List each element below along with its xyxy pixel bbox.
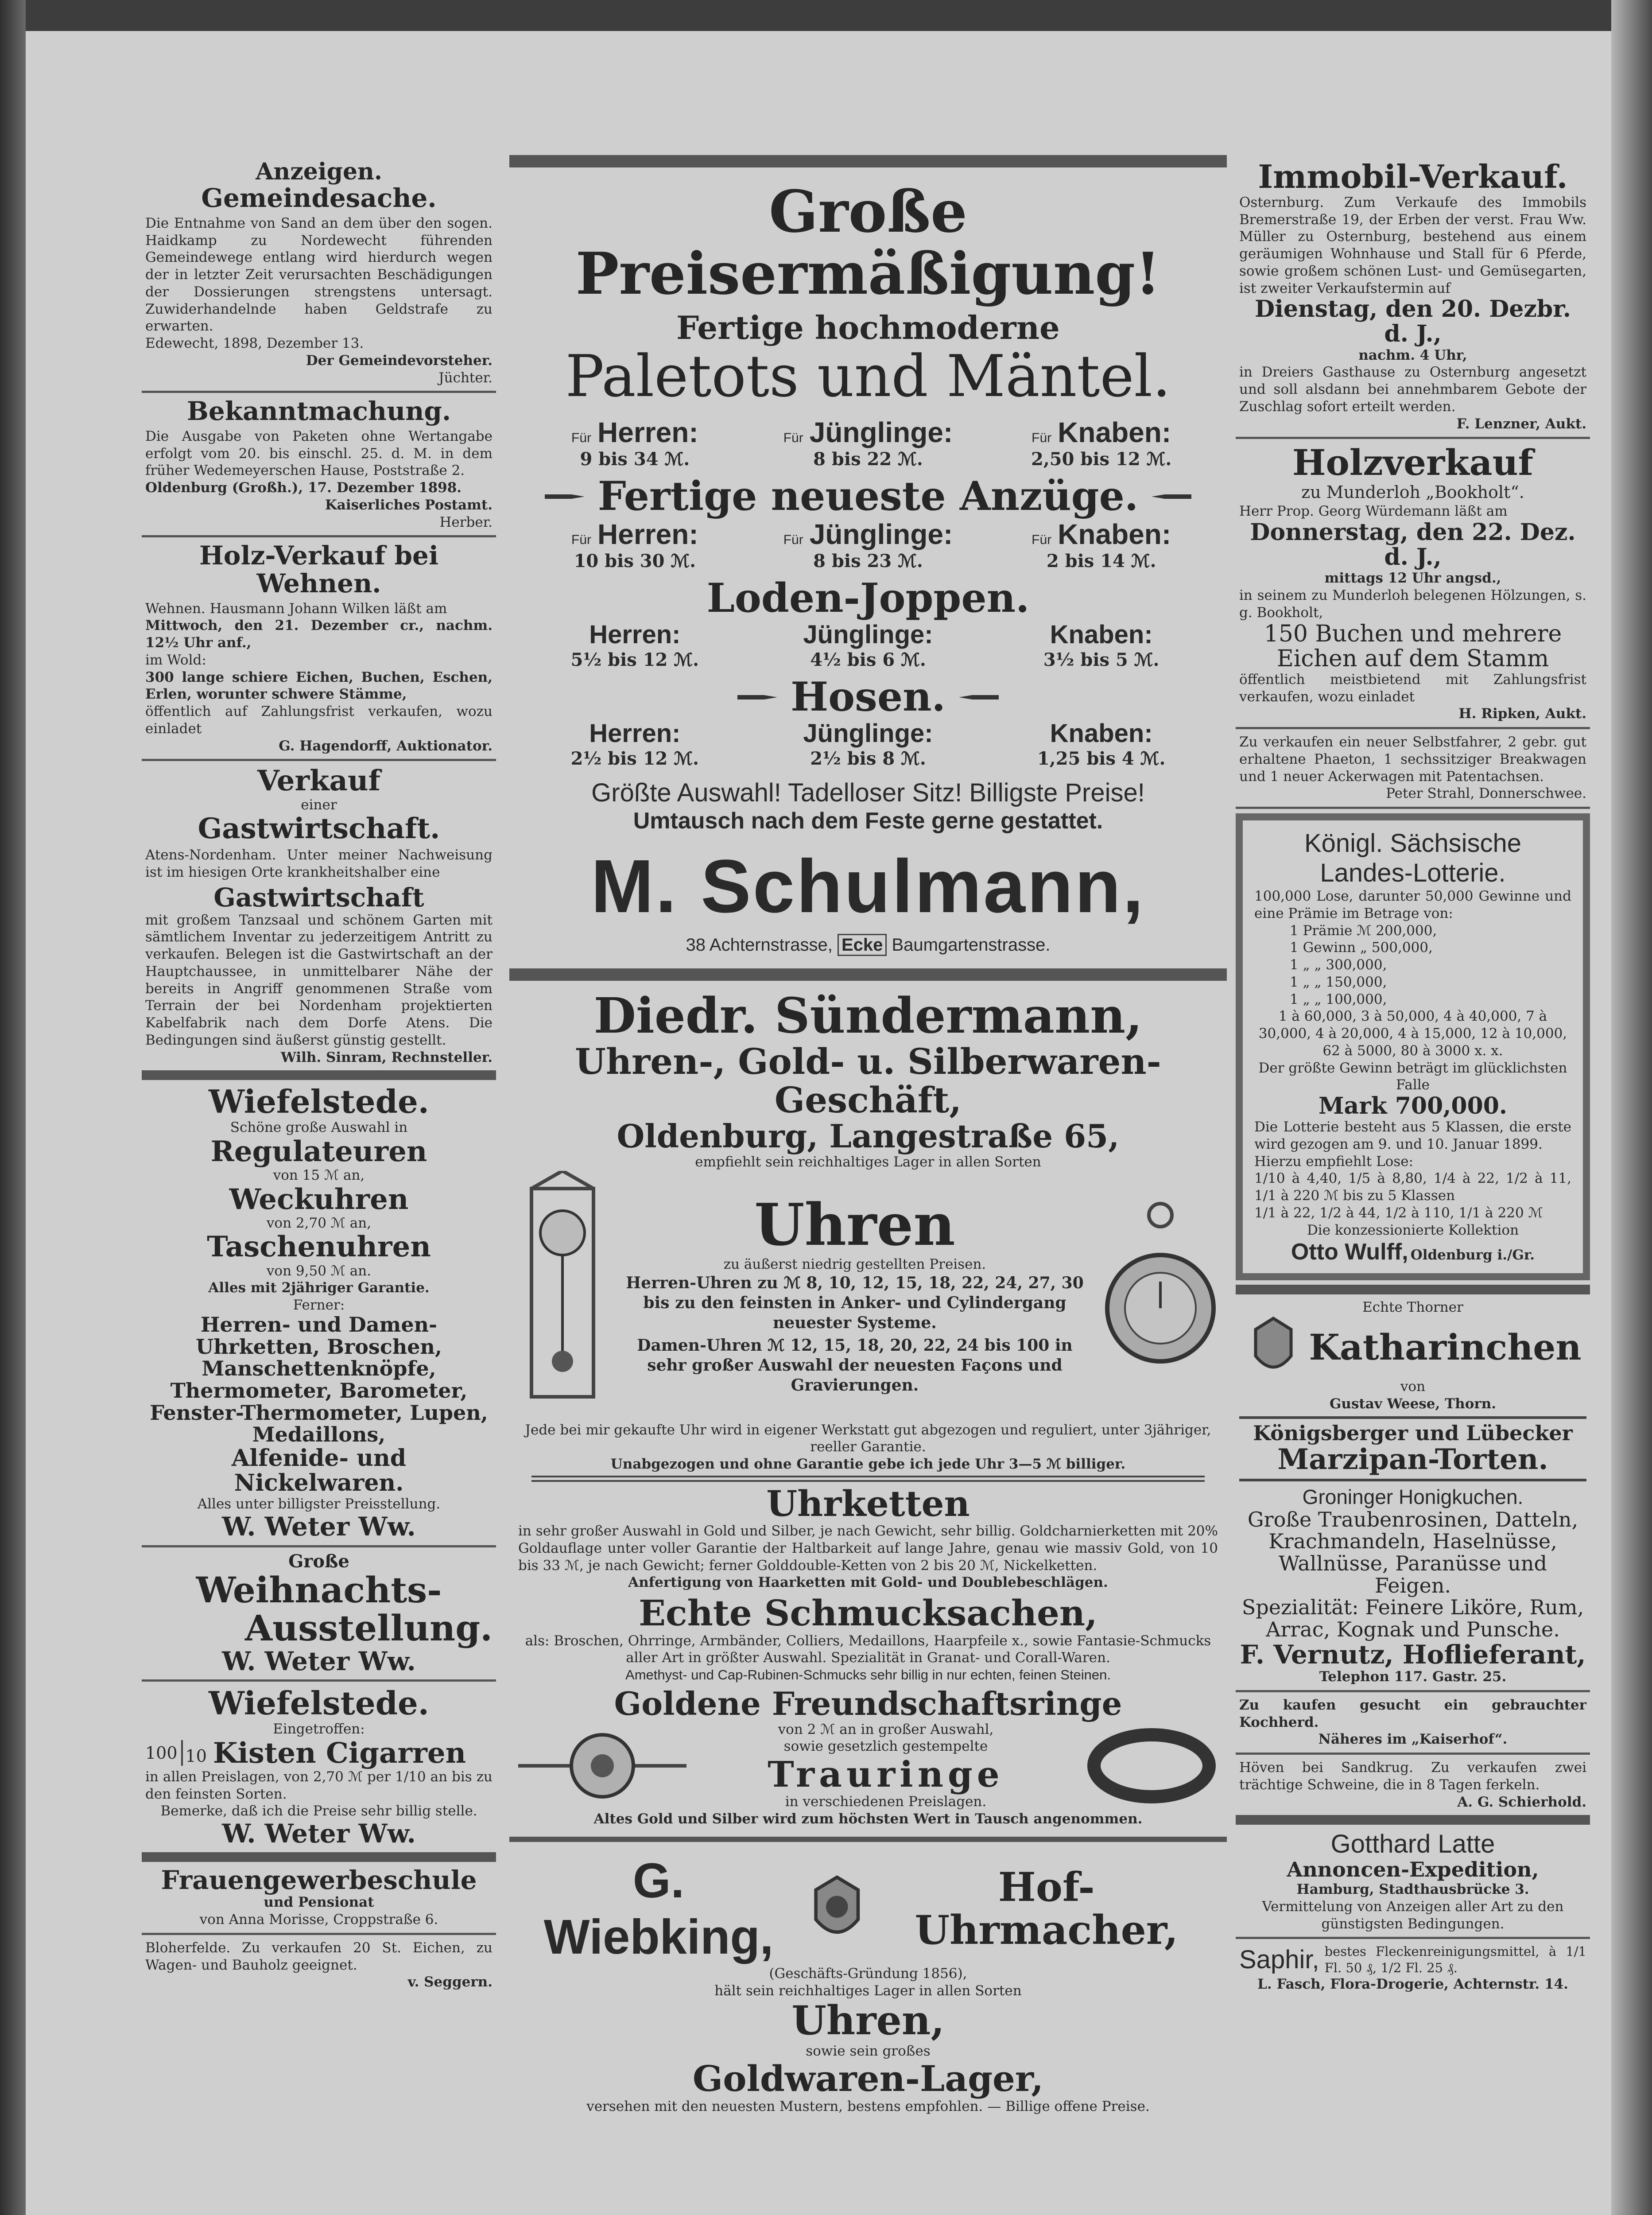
right-column: [1236, 155, 1590, 1997]
ad-body-4: Hierzu empfiehlt Lose:: [1254, 1153, 1414, 1170]
price-juenglinge: 2½ bis 8 ℳ.: [810, 748, 926, 769]
label-knaben: Knaben:: [1050, 620, 1153, 649]
damen-uhren: Damen-Uhren ℳ 12, 15, 18, 20, 22, 24 bis 100 in sehr großer Auswahl der neuesten Façons und Gravierungen.: [637, 1336, 1073, 1395]
pointing-hand-icon: [959, 691, 999, 704]
number-100: 100: [145, 1743, 178, 1763]
ad-title-2: Ausstellung.: [244, 1607, 492, 1649]
saphir-row: [1239, 1943, 1586, 1976]
ring-icon: [1085, 1721, 1218, 1810]
ad-bekanntmachung: [142, 391, 496, 535]
ad-line: sowie sein großes: [806, 2043, 931, 2059]
ad-body-6: Amethyst- und Cap-Rubinen-Schmucks sehr billig in nur echten, feinen Steinen.: [625, 1667, 1111, 1683]
ad-gotthard-latte: [1236, 1815, 1590, 1937]
prize-row: 1 „ „ 100,000,: [1290, 991, 1387, 1007]
ad-body-5: Die konzessionierte Kollektion: [1307, 1222, 1519, 1238]
ad-intro: Herr Prop. Georg Würdemann läßt am: [1239, 503, 1508, 520]
pointing-hand-icon: [545, 490, 585, 503]
ad-body: öffentlich auf Zahlungsfrist verkaufen, wozu einladet: [145, 703, 492, 737]
prize-row: 1 „ „ 300,000,: [1290, 957, 1387, 973]
label-juenglinge: Für Jünglinge:: [783, 416, 953, 448]
price-row-hosen-labels: [518, 719, 1218, 748]
ad-verkauf-gastwirtschaft: [142, 759, 496, 1070]
ad-line: Altes Gold und Silber wird zum höchsten Wert in Tausch angenommen.: [593, 1811, 1143, 1827]
ad-line: Bemerke, daß ich die Preise sehr billig stelle.: [160, 1803, 477, 1819]
ad-title-2: Gastwirtschaft.: [198, 812, 440, 846]
label-herren: Herren:: [589, 719, 681, 748]
prize-row: 1 Prämie ℳ 200,000,: [1290, 922, 1437, 939]
ad-body: bestes Fleckenreinigungsmittel, à 1/1 Fl. 50 ₰, 1/2 Fl. 25 ₰.: [1324, 1944, 1586, 1975]
ad-body: Die Entnahme von Sand an dem über den sogen. Haidkamp zu Nordewecht führenden Gemeindewege entlang wird hierdurch wegen der in letzter Zeit verursachten Beschädigungen der Dossierungen strengstens untersagt. Zuwiderhandelnde haben Geldstrafe zu erwarten.: [145, 215, 492, 334]
ad-wiefelstede-uhren: [142, 1070, 496, 1545]
price-row-anzuege: [518, 551, 1218, 571]
anzuege-heading-row: [518, 472, 1218, 520]
label-juenglinge: Jünglinge:: [803, 719, 933, 748]
price-herren: 9 bis 34 ℳ.: [580, 448, 690, 470]
ad-suendermann: [509, 981, 1227, 1837]
ad-name: Jüchter.: [438, 369, 492, 386]
page-shadow-left: [0, 0, 26, 2215]
ad-time: nachm. 4 Uhr,: [1358, 347, 1467, 363]
ad-sub: und Pensionat: [264, 1894, 374, 1911]
ad-holzverkauf: [1236, 437, 1590, 727]
ad-sub: von: [1400, 1379, 1426, 1395]
price-row-anzuege-labels: [518, 518, 1218, 551]
ad-heading: Uhrketten: [766, 1482, 970, 1524]
price-herren: 5½ bis 12 ℳ.: [570, 649, 699, 671]
ad-line: von 9,50 ℳ an.: [266, 1263, 372, 1279]
ad-line: in verschiedenen Preislagen.: [785, 1794, 987, 1810]
ad-body-2: Näheres im „Kaiserhof“.: [1318, 1731, 1508, 1748]
shop-name: M. Schulmann,: [591, 844, 1145, 929]
price-row-joppen: [518, 649, 1218, 670]
ad-body: Osternburg. Zum Verkaufe des Immobils Bremerstraße 19, der Erben der verst. Frau Ww. Müller zu Osternburg, bestehend aus einem geräumigen Wohnhause und Stall für 6 Pferde, sowie großem schönen Lust- und Gemüsegarten, ist zweiter Verkaufstermin auf: [1239, 194, 1586, 296]
price-row-joppen-labels: [518, 620, 1218, 649]
ad-title: Immobil-Verkauf.: [1258, 158, 1568, 195]
ad-name: Wilh. Sinram, Rechnsteller.: [281, 1049, 492, 1065]
trauringe-block: [518, 1721, 1218, 1811]
ad-wiebking: [509, 1837, 1227, 2126]
price-knaben: 1,25 bis 4 ℳ.: [1037, 748, 1166, 769]
ad-body-2: Der größte Gewinn beträgt im glücklichsten Falle: [1258, 1060, 1567, 1093]
ad-name: F. Lenzner, Aukt.: [1456, 416, 1586, 432]
coat-of-arms-icon: [1245, 1316, 1302, 1378]
ad-prices-2: 1/1 à 22, 1/2 à 44, 1/2 à 110, 1/1 à 220 ℳ: [1254, 1205, 1543, 1221]
price-knaben: 2 bis 14 ℳ.: [1046, 551, 1156, 572]
ad-title: Verkauf: [257, 764, 381, 798]
ad-body: mit großem Tanzsaal und schönem Garten mit sämtlichem Inventar zu jederzeitigem Antritt zu verkaufen. Belegen ist die Gastwirtschaft an der Hauptchaussee, in unmittelbarer Nähe der bereits in Angriff genommenen Straße vom Terrain der bei Nordenham projektierten Kabelfabrik nach dem Dorfe Atens. Die Bedingungen sind äußerst günstig gestellt.: [145, 912, 492, 1048]
ad-frauengewerbeschule: [142, 1852, 496, 1933]
ad-place: im Wold:: [145, 652, 206, 668]
ad-heading: Taschenuhren: [207, 1230, 431, 1264]
ad-name: Peter Strahl, Donnerschwee.: [1386, 785, 1586, 802]
ad-heading: Uhren: [754, 1190, 955, 1259]
price-knaben: 2,50 bis 12 ℳ.: [1031, 448, 1172, 470]
ad-body: Jede bei mir gekaufte Uhr wird in eigener Werkstatt gut abgezogen und reguliert, unter 3jähriger, reeller Garantie.: [525, 1422, 1211, 1455]
ad-body: Bloherfelde. Zu verkaufen 20 St. Eichen, zu Wagen- und Bauholz geeignet.: [145, 1939, 492, 1973]
ad-line: zu äußerst niedrig gestellten Preisen.: [723, 1256, 986, 1273]
ad-schulmann: [509, 155, 1227, 981]
ad-line: Alles unter billigster Preisstellung.: [197, 1496, 441, 1512]
ad-name: W. Weter Ww.: [222, 1819, 416, 1849]
shop-name: G. Wiebking,: [543, 1853, 774, 1964]
price-knaben: 3½ bis 5 ℳ.: [1043, 649, 1160, 671]
ad-sub: Annoncen-Expedition,: [1287, 1857, 1539, 1882]
ad-items: 150 Buchen und mehrere Eichen auf dem Stamm: [1264, 620, 1562, 672]
left-column: [142, 155, 496, 1995]
ad-sub: Fertige hochmoderne: [676, 308, 1060, 346]
shop-name: F. Vernutz, Hoflieferant,: [1240, 1639, 1586, 1670]
prize-row: 1 Gewinn „ 500,000,: [1290, 940, 1433, 956]
rule: [1239, 1479, 1586, 1481]
coat-of-arms-icon: [799, 1871, 875, 1947]
ad-selbstfahrer: [1236, 727, 1590, 807]
ad-title: Bekanntmachung.: [186, 396, 451, 427]
ad-name: G. Hagendorff, Auktionator.: [279, 738, 492, 754]
ad-body: in seinem zu Munderloh belegenen Hölzungen, s. g. Bookholt,: [1239, 587, 1586, 621]
price-juenglinge: 8 bis 22 ℳ.: [813, 448, 923, 470]
ad-title: Frauengewerbeschule: [161, 1865, 477, 1895]
ad-body: 100,000 Lose, darunter 50,000 Gewinne und eine Prämie im Betrage von:: [1254, 888, 1571, 921]
ad-weihnachts-ausstellung: [142, 1545, 496, 1680]
ad-title: Wiefelstede.: [209, 1083, 429, 1121]
label-knaben: Knaben:: [1050, 719, 1153, 748]
number-10: 10: [181, 1740, 209, 1766]
collector-name: Otto Wulff,: [1291, 1239, 1408, 1265]
ad-name: W. Weter Ww.: [222, 1511, 416, 1542]
ad-title-3: Groninger Honigkuchen.: [1302, 1485, 1524, 1508]
cigar-row: [145, 1738, 492, 1768]
price-row-hosen: [518, 748, 1218, 769]
ad-line: empfiehlt sein reichhaltiges Lager in allen Sorten: [695, 1154, 1041, 1170]
ad-holz-verkauf: [142, 535, 496, 759]
ad-heading: Fertige neueste Anzüge.: [597, 472, 1139, 520]
ad-heading: Regulateuren: [210, 1135, 427, 1168]
ad-line: Königsberger und Lübecker: [1253, 1421, 1573, 1445]
ad-body-5: als: Broschen, Ohrringe, Armbänder, Colliers, Medaillons, Haarpfeile x., sowie Fantasie-Schmucks aller Art in größter Auswahl. Spezialität in Granat- und Corall-Waren.: [525, 1632, 1211, 1666]
label-knaben: Für Knaben:: [1032, 518, 1171, 551]
middle-column: [509, 155, 1227, 2126]
trauringe-text: [695, 1721, 1076, 1811]
ad-title-2: Paletots und Mäntel.: [565, 342, 1171, 410]
ad-big: Mark 700,000.: [1318, 1092, 1508, 1120]
ad-kochherd: [1236, 1690, 1590, 1753]
ad-title: Wiefelstede.: [209, 1684, 429, 1722]
ad-list-2: Alfenide- und Nickelwaren.: [231, 1444, 407, 1497]
collector: [1254, 1239, 1571, 1265]
wall-clock-icon: [518, 1171, 607, 1419]
brooch-icon: [518, 1721, 686, 1810]
price-juenglinge: 4½ bis 6 ℳ.: [810, 649, 926, 671]
ad-date: Donnerstag, den 22. Dez. d. J.,: [1250, 518, 1576, 571]
ad-line: von 2 ℳ an in großer Auswahl,: [778, 1721, 994, 1737]
ad-body-2: öffentlich meistbietend mit Zahlungsfrist verkaufen, wozu einladet: [1239, 671, 1586, 705]
page-edge-right: [1611, 0, 1652, 2215]
ad-katharinchen: [1236, 1285, 1590, 1690]
ad-signature: Kaiserliches Postamt.: [325, 497, 492, 513]
ad-title-2: Marzipan-Torten.: [1277, 1443, 1548, 1477]
label-herren: Für Herren:: [571, 416, 698, 448]
ad-title: Holzverkauf: [1292, 442, 1534, 484]
price-herren: 2½ bis 12 ℳ.: [570, 748, 699, 769]
ad-body-3: in sehr großer Auswahl in Gold und Silber, je nach Gewicht, sehr billig. Goldcharnierketten mit 20% Goldauflage unter voller Garantie der Haltbarkeit auf lange Jahre, genau wie massiv Gold, von 10 bis 33 ℳ, je nach Gewicht; ferner Golddouble-Ketten von 2 bis 20 ℳ, Nickelketten.: [518, 1523, 1218, 1574]
ad-heading: Hosen.: [791, 673, 946, 721]
ad-line: (Geschäfts-Gründung 1856),: [769, 1965, 967, 1982]
prize-row: 1 „ „ 150,000,: [1290, 974, 1387, 990]
ad-sub: einer: [301, 797, 337, 813]
ad-name: H. Ripken, Aukt.: [1458, 706, 1586, 722]
ad-title: Gotthard Latte: [1330, 1830, 1495, 1859]
ad-name: W. Weter Ww.: [222, 1646, 416, 1676]
ad-line: von 15 ℳ an,: [273, 1167, 365, 1183]
price-herren: 10 bis 30 ℳ.: [574, 551, 696, 572]
ad-body-2: Spezialität: Feinere Liköre, Rum, Arrac, Kognak und Punsche.: [1241, 1595, 1584, 1641]
ad-heading: Echte Schmucksachen,: [639, 1592, 1097, 1634]
ad-title: Holz-Verkauf bei Wehnen.: [199, 540, 438, 599]
price-juenglinge: 8 bis 23 ℳ.: [813, 551, 923, 572]
ad-title-3: Gastwirtschaft: [213, 882, 424, 913]
ad-body-4: Anfertigung von Haarketten mit Gold- und Doublebeschlägen.: [628, 1574, 1108, 1591]
shop-address: 38 Achternstrasse, Ecke Baumgartenstrasse.: [518, 935, 1218, 955]
ad-name: v. Seggern.: [407, 1974, 492, 1990]
ad-body: Höven bei Sandkrug. Zu verkaufen zwei trächtige Schweine, die in 8 Tagen ferkeln.: [1239, 1760, 1586, 1793]
ad-heading: Trauringe: [768, 1753, 1004, 1795]
ad-name: A. G. Schierhold.: [1457, 1794, 1586, 1810]
ad-saphir: [1236, 1937, 1590, 1997]
ad-heading: Uhren,: [791, 1997, 945, 2044]
price-row-paletots-labels: [518, 416, 1218, 449]
ad-items: 300 lange schiere Eichen, Buchen, Eschen, Erlen, worunter schwere Stämme,: [145, 669, 492, 703]
shop-title: Hof-Uhrmacher,: [915, 1863, 1179, 1954]
uhren-text: [616, 1190, 1094, 1395]
ad-heading: Goldwaren-Lager,: [692, 2058, 1044, 2100]
ad-date: Oldenburg (Großh.), 17. Dezember 1898.: [145, 480, 462, 496]
ad-line: von 2,70 ℳ an,: [266, 1215, 372, 1231]
ad-line: Eingetroffen:: [273, 1721, 365, 1737]
ad-body: Große Traubenrosinen, Datteln, Krachmandeln, Haselnüsse, Wallnüsse, Paranüsse und Feigen.: [1247, 1507, 1578, 1597]
ad-wiefelstede-cigarren: [142, 1679, 496, 1852]
ad-pre: Große: [288, 1550, 349, 1572]
ad-date: Dienstag, den 20. Dezbr. d. J.,: [1254, 295, 1571, 348]
ad-slogan: Größte Auswahl! Tadelloser Sitz! Billigste Preise!: [591, 778, 1145, 808]
ad-gemeindesache: [142, 155, 496, 391]
ad-name: Gustav Weese, Thorn.: [1329, 1395, 1497, 1412]
pointing-hand-icon: [1152, 490, 1191, 503]
ad-line: Schöne große Auswahl in: [230, 1119, 408, 1135]
shop-address: Oldenburg, Langestraße 65,: [617, 1117, 1120, 1155]
pointing-hand-icon: [737, 691, 777, 704]
lotterie-box: [1236, 813, 1590, 1280]
ad-list: Herren- und Damen-Uhrketten, Broschen, Manschettenknöpfe, Thermometer, Barometer, Fenster-Thermometer, Lupen, Medaillons,: [150, 1312, 488, 1447]
ad-body: Die Ausgabe von Paketen ohne Wertangabe erfolgt vom 20. bis einschl. 25. d. M. in dem früher Wedemeyerschen Hause, Poststraße 2.: [145, 428, 492, 479]
label-knaben: Für Knaben:: [1032, 416, 1171, 448]
ad-date: Mittwoch, den 21. Dezember cr., nachm. 12½ Uhr anf.,: [145, 618, 492, 651]
ad-pre: Echte Thorner: [1362, 1299, 1463, 1316]
ad-line: hält sein reichhaltiges Lager in allen Sorten: [714, 1982, 1022, 1999]
ad-date: Edewecht, 1898, Dezember 13.: [145, 335, 364, 352]
prize-grid: 1 à 60,000, 3 à 50,000, 4 à 40,000, 7 à 30,000, 4 à 20,000, 4 à 15,000, 12 à 10,000, 62 à 5000, 80 à 3000 x. x.: [1258, 1008, 1567, 1059]
label-herren: Herren:: [589, 620, 681, 649]
ad-address: Hamburg, Stadthausbrücke 3.: [1296, 1881, 1529, 1898]
pocket-watch-icon: [1103, 1197, 1218, 1392]
ad-body: Zu kaufen gesucht ein gebrauchter Kochherd.: [1239, 1697, 1586, 1730]
ad-heading: Weckuhren: [229, 1182, 409, 1216]
ad-title: Große Preisermäßigung!: [575, 178, 1161, 308]
rule: [531, 1476, 1205, 1482]
ad-title-2: Landes-Lotterie.: [1320, 859, 1506, 888]
shop-name: Diedr. Sündermann,: [593, 987, 1143, 1045]
section-header: Anzeigen.: [256, 158, 382, 185]
rule: [1239, 1416, 1586, 1419]
ad-body-3: Die Lotterie besteht aus 5 Klassen, die erste wird gezogen am 9. und 10. Januar 1899.: [1254, 1119, 1571, 1152]
hosen-heading-row: [518, 673, 1218, 721]
ad-title: Königl. Sächsische: [1304, 829, 1522, 858]
ad-title: Gemeindesache.: [201, 183, 437, 214]
ad-title: Katharinchen: [1309, 1326, 1582, 1368]
ad-immobil-verkauf: [1236, 155, 1590, 437]
ad-line: sowie gesetzlich gestempelte: [783, 1738, 988, 1755]
ad-slogan-2: Umtausch nach dem Feste gerne gestattet.: [633, 808, 1103, 834]
ad-body-2: L. Fasch, Flora-Drogerie, Achternstr. 14.: [1257, 1976, 1568, 1992]
label-juenglinge: Jünglinge:: [803, 620, 933, 649]
label-herren: Für Herren:: [571, 518, 698, 551]
uhren-block: [518, 1171, 1218, 1419]
ad-hoeven: [1236, 1753, 1590, 1815]
ad-heading: Kisten Cigarren: [213, 1736, 466, 1770]
wiebking-head: [518, 1853, 1218, 1965]
ad-prices: 1/10 à 4,40, 1/5 à 8,80, 1/4 à 22, 1/2 à 11, 1/1 à 220 ℳ bis zu 5 Klassen: [1254, 1170, 1571, 1204]
collector-city: Oldenburg i./Gr.: [1410, 1247, 1535, 1263]
ad-heading: Goldene Freundschaftsringe: [614, 1684, 1122, 1722]
ad-lotterie: [1236, 807, 1590, 1285]
shop-sub: Uhren-, Gold- u. Silberwaren-Geschäft,: [575, 1041, 1161, 1121]
katharinchen-head: [1239, 1316, 1586, 1378]
label-juenglinge: Für Jünglinge:: [783, 518, 953, 551]
ad-body: von Anna Morisse, Croppstraße 6.: [199, 1912, 438, 1927]
ad-body-2: in Dreiers Gasthause zu Osternburg angesetzt und soll alsdann bei annehmbarem Gebote der Zuschlag sofort erteilt werden.: [1239, 364, 1586, 415]
ad-title: Weihnachts-: [196, 1569, 442, 1611]
ad-line: versehen mit den neuesten Mustern, bestens empfohlen. — Billige offene Preise.: [586, 2098, 1150, 2114]
ad-bloherfelde: [142, 1933, 496, 1995]
prize-list: [1254, 922, 1571, 1008]
ad-intro: Wehnen. Hausmann Johann Wilken läßt am: [145, 600, 447, 617]
ad-sub: zu Munderloh „Bookholt“.: [1301, 482, 1524, 502]
ad-title: Saphir,: [1239, 1945, 1319, 1974]
ad-signature: Der Gemeindevorsteher.: [306, 352, 492, 369]
herren-uhren: Herren-Uhren zu ℳ 8, 10, 12, 15, 18, 22, 24, 27, 30 bis zu den feinsten in Anker- und Cylindergang neuester Systeme.: [626, 1274, 1084, 1333]
ad-name: Herber.: [439, 514, 492, 530]
ad-body-2: Unabgezogen und ohne Garantie gebe ich jede Uhr 3—5 ℳ billiger.: [610, 1456, 1126, 1473]
ad-line: Alles mit 2jähriger Garantie.: [208, 1280, 430, 1296]
ad-intro: Atens-Nordenham. Unter meiner Nachweisung ist im hiesigen Orte krankheitshalber eine: [145, 847, 492, 881]
ad-body: Zu verkaufen ein neuer Selbstfahrer, 2 gebr. gut erhaltene Phaeton, 1 sechssitziger Breakwagen und 1 neuer Ackerwagen mit Patentachsen.: [1239, 734, 1586, 785]
ad-body: in allen Preislagen, von 2,70 ℳ per 1/10 an bis zu den feinsten Sorten.: [145, 1768, 492, 1802]
shop-telephone: Telephon 117. Gastr. 25.: [1319, 1669, 1507, 1685]
ad-heading: Loden-Joppen.: [706, 575, 1030, 622]
ad-line: Ferner:: [293, 1297, 345, 1313]
ad-time: mittags 12 Uhr angsd.,: [1324, 570, 1501, 587]
ad-body: Vermittelung von Anzeigen aller Art zu den günstigsten Bedingungen.: [1262, 1898, 1564, 1932]
price-row-paletots: [518, 449, 1218, 470]
